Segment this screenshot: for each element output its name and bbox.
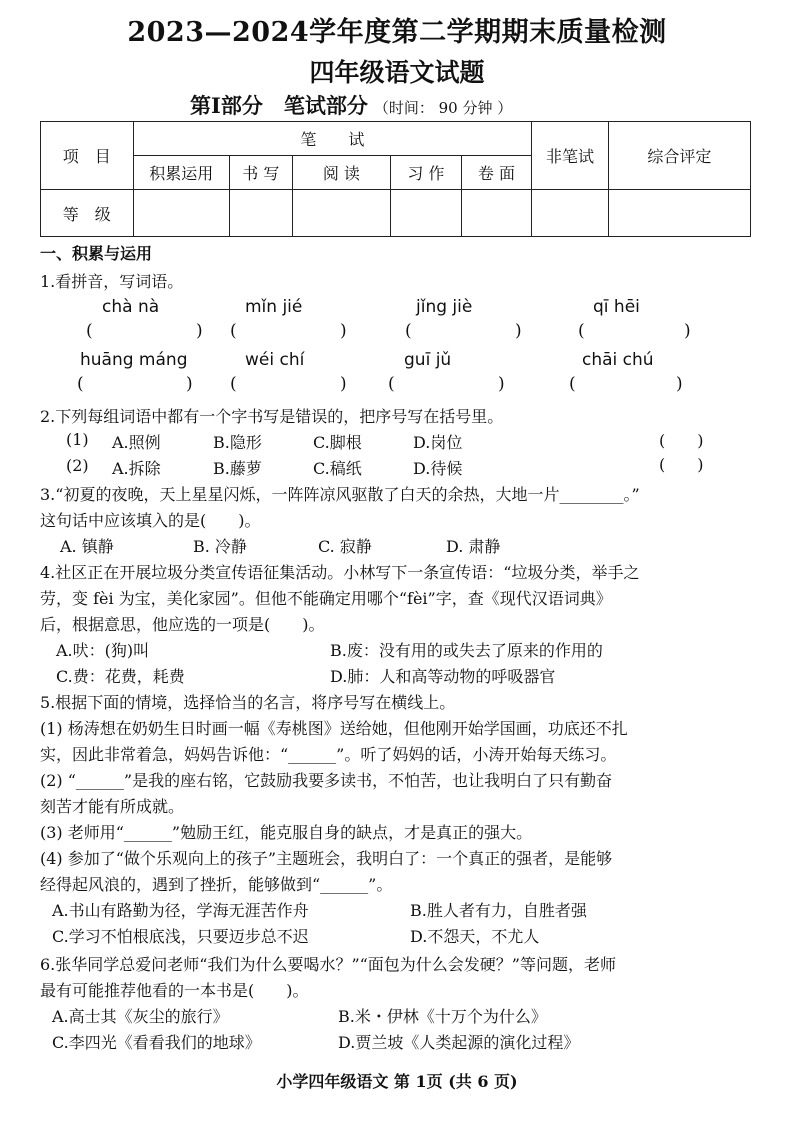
q5-text: 实，因此非常着急，妈妈告诉他：“______”。听了妈妈的话，小涛开始每天练习。 (40, 745, 617, 764)
row-header-item: 项 目 (41, 122, 134, 190)
paren-open: ( (230, 374, 237, 394)
paren-close: ) (498, 374, 505, 394)
q6-option: C.李四光《看看我们的地球》 (52, 1033, 261, 1052)
grade-cell[interactable] (292, 190, 390, 237)
q1-stem: 1.看拼音，写词语。 (40, 272, 184, 291)
col-header: 书 写 (229, 156, 292, 190)
q4-option: C.费：花费，耗费 (56, 667, 185, 686)
pinyin: qī hēi (593, 297, 640, 317)
q4-text: 劳，变 fèi 为宝，美化家园”。但他不能确定用哪个“fèi”字，查《现代汉语词典》 (40, 589, 612, 608)
paren-open: ( (86, 321, 93, 341)
q2-option: D.待候 (413, 459, 463, 478)
q5-stem: 5.根据下面的情境，选择恰当的名言，将序号写在横线上。 (40, 693, 456, 712)
non-written-header: 非笔试 (532, 122, 609, 190)
grade-cell[interactable] (532, 190, 609, 237)
paren-open: ( (77, 374, 84, 394)
q2-option: C.脚根 (313, 433, 362, 452)
pinyin: chāi chú (582, 350, 654, 370)
paren-open: ( (405, 321, 412, 341)
q3-option: B. 冷静 (193, 537, 247, 556)
q5-option: D.不怨天，不尤人 (410, 927, 540, 946)
pinyin: guī jǔ (404, 350, 452, 370)
q5-option: C.学习不怕根底浅，只要迈步总不迟 (52, 927, 309, 946)
q5-text: (1) 杨涛想在奶奶生日时画一幅《寿桃图》送给她，但他刚开始学国画，功底还不扎 (40, 719, 628, 738)
q6-option: D.贾兰坡《人类起源的演化过程》 (338, 1033, 580, 1052)
exam-title: 2023—2024学年度第二学期期末质量检测 (127, 17, 667, 48)
q4-option: B.废：没有用的或失去了原来的作用的 (330, 641, 603, 660)
q5-text: (2) “______”是我的座右铭，它鼓励我要多读书，不怕苦，也让我明白了只有勤奋 (40, 771, 613, 790)
row-header-grade: 等 级 (41, 190, 134, 237)
paren-open: ( (569, 374, 576, 394)
paren-open: ( (230, 321, 237, 341)
q5-text: (4) 参加了“做个乐观向上的孩子”主题班会，我明白了：一个真正的强者，是能够 (40, 849, 613, 868)
col-header: 阅 读 (292, 156, 390, 190)
answer-paren[interactable]: ( ) (659, 455, 704, 474)
q4-option: A.吠：(狗)叫 (56, 641, 150, 660)
grade-cell[interactable] (229, 190, 292, 237)
pinyin: mǐn jié (245, 297, 303, 317)
paren-close: ) (684, 321, 691, 341)
pinyin: huāng máng (80, 350, 188, 370)
q6-option: A.高士其《灰尘的旅行》 (52, 1007, 229, 1026)
pinyin: wéi chí (245, 350, 305, 370)
grade-table (40, 121, 751, 237)
page-footer: 小学四年级语文 第 1页 (共 6 页) (276, 1072, 518, 1091)
q3-text: 这句话中应该填入的是( )。 (40, 511, 261, 530)
paren-close: ) (676, 374, 683, 394)
section-heading: 一、积累与运用 (40, 244, 153, 263)
written-header: 笔 试 (133, 122, 532, 156)
part-heading (190, 90, 512, 120)
q6-option: B.米・伊林《十万个为什么》 (338, 1007, 547, 1026)
q2-stem: 2.下列每组词语中都有一个字书写是错误的，把序号写在括号里。 (40, 407, 504, 426)
q2-row-number: (1) (66, 430, 89, 449)
part-label: 第Ⅰ部分 笔试部分 (190, 93, 368, 118)
q2-option: B.藤萝 (213, 459, 262, 478)
q2-option: B.隐形 (213, 433, 262, 452)
q3-option: D. 肃静 (446, 537, 501, 556)
col-header: 积累运用 (133, 156, 229, 190)
q2-option: A.照例 (112, 433, 161, 452)
paren-close: ) (340, 321, 347, 341)
q3-option: A. 镇静 (60, 537, 114, 556)
q5-text: (3) 老师用“______”勉励王红，能克服自身的缺点，才是真正的强大。 (40, 823, 533, 842)
q5-option: A.书山有路勤为径，学海无涯苦作舟 (52, 901, 309, 920)
paren-close: ) (196, 321, 203, 341)
pinyin: chà nà (102, 297, 160, 317)
col-header: 卷 面 (461, 156, 532, 190)
answer-paren[interactable]: ( ) (659, 431, 704, 450)
q4-text: 4.社区正在开展垃圾分类宣传语征集活动。小林写下一条宣传语：“垃圾分类，举手之 (40, 563, 640, 582)
paren-close: ) (515, 321, 522, 341)
paren-close: ) (186, 374, 193, 394)
q6-text: 最有可能推荐他看的一本书是( )。 (40, 981, 309, 1000)
time-label: （时间： 90 分钟 ） (373, 99, 513, 117)
q2-row-number: (2) (66, 456, 89, 475)
q3-text: 3.“初夏的夜晚，天上星星闪烁，一阵阵凉风驱散了白天的余热，大地一片________。” (40, 485, 640, 504)
q4-text: 后，根据意思，他应选的一项是( )。 (40, 615, 325, 634)
q5-text: 刻苦才能有所成就。 (40, 797, 185, 816)
paren-close: ) (340, 374, 347, 394)
grade-cell[interactable] (391, 190, 462, 237)
q3-option: C. 寂静 (318, 537, 372, 556)
q2-option: D.岗位 (413, 433, 463, 452)
grade-cell[interactable] (133, 190, 229, 237)
exam-subtitle: 四年级语文试题 (309, 58, 485, 87)
paren-open: ( (578, 321, 585, 341)
q2-option: A.拆除 (112, 459, 161, 478)
paren-open: ( (388, 374, 395, 394)
grade-cell[interactable] (461, 190, 532, 237)
q2-option: C.稿纸 (313, 459, 362, 478)
pinyin: jǐng jiè (416, 297, 473, 317)
col-header: 习 作 (391, 156, 462, 190)
q6-text: 6.张华同学总爱问老师“我们为什么要喝水？”“面包为什么会发硬？”等问题，老师 (40, 955, 616, 974)
q5-option: B.胜人者有力，自胜者强 (410, 901, 587, 920)
overall-header: 综合评定 (608, 122, 750, 190)
grade-cell[interactable] (608, 190, 750, 237)
q5-text: 经得起风浪的，遇到了挫折，能够做到“______”。 (40, 875, 393, 894)
q4-option: D.肺：人和高等动物的呼吸器官 (330, 667, 556, 686)
